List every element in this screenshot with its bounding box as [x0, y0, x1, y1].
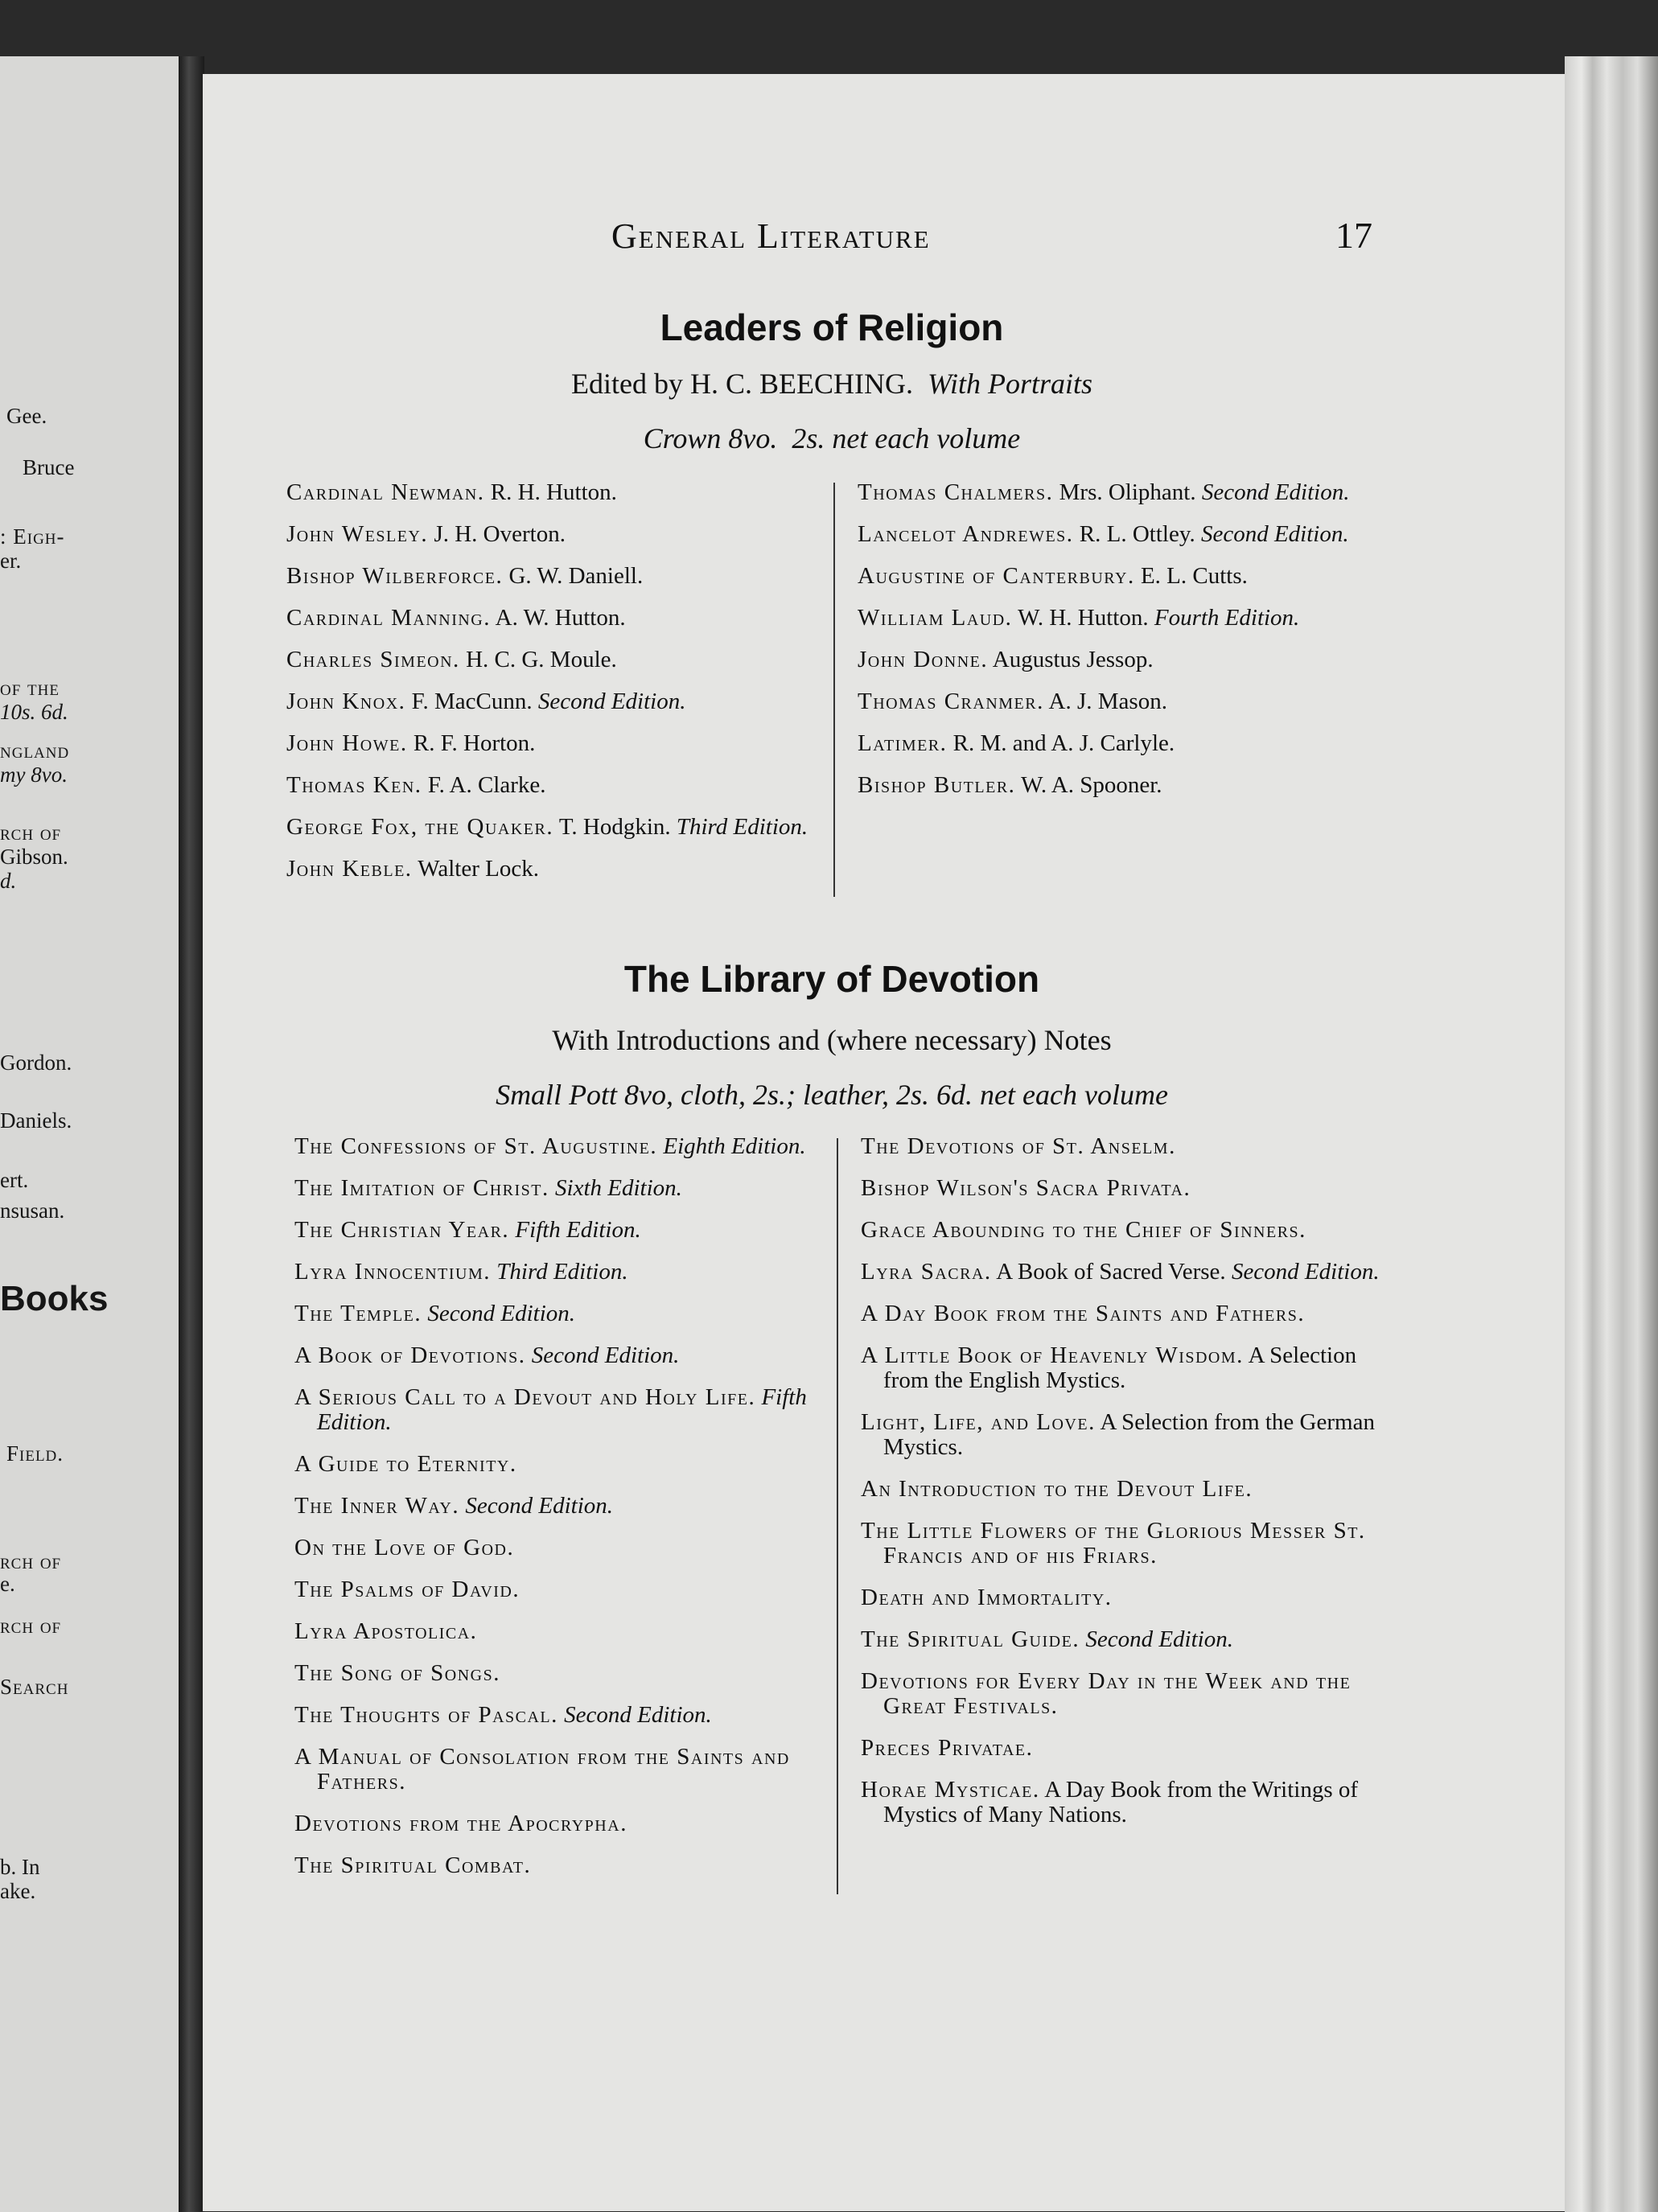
entry-edition: Second Edition.	[564, 1702, 712, 1728]
entry-title: Devotions for Every Day in the Week and the Great Festivals.	[861, 1668, 1351, 1719]
entry-title: The Christian Year.	[294, 1217, 510, 1243]
entry-edition: Fifth Edition.	[515, 1217, 641, 1243]
leader-entry	[286, 648, 817, 672]
facing-page-fragment: Bruce	[23, 455, 75, 479]
leader-entry	[858, 731, 1380, 756]
entry-author: R. F. Horton.	[413, 730, 536, 756]
devotion-entry	[861, 1519, 1388, 1569]
leaders-left-column	[286, 480, 817, 898]
column-divider	[837, 1138, 838, 1894]
devotion-entry	[294, 1745, 817, 1795]
facing-page-fragment: rch of	[0, 1549, 62, 1573]
devotion-entry	[294, 1577, 817, 1602]
entry-title: Cardinal Newman.	[286, 479, 485, 505]
leaders-portraits: With Portraits	[927, 368, 1092, 400]
devotion-entry	[294, 1811, 817, 1836]
entry-title: Lyra Apostolica.	[294, 1618, 478, 1644]
devotion-entry	[294, 1703, 817, 1728]
entry-edition: Third Edition.	[676, 814, 808, 840]
entry-author: G. W. Daniell.	[508, 563, 644, 589]
devotion-entry	[861, 1669, 1388, 1719]
leader-entry	[286, 815, 817, 840]
devotion-price-leather: 2s. 6d.	[896, 1079, 973, 1111]
entry-title: A Manual of Consolation from the Saints and Fathers.	[294, 1744, 790, 1795]
devotion-entry	[861, 1134, 1388, 1159]
entry-author: Mrs. Oliphant.	[1059, 479, 1196, 505]
entry-description: A Selection from the English Mystics.	[883, 1342, 1357, 1393]
entry-title: John Knox.	[286, 689, 406, 714]
entry-title: The Song of Songs.	[294, 1660, 500, 1686]
entry-author: J. H. Overton.	[434, 521, 566, 547]
facing-page-fragment: ert.	[0, 1168, 29, 1192]
entry-author: R. H. Hutton.	[490, 479, 617, 505]
devotion-title: The Library of Devotion	[623, 958, 1040, 1000]
entry-title: The Spiritual Combat.	[294, 1852, 532, 1878]
entry-edition: Second Edition.	[1085, 1626, 1233, 1652]
entry-author: H. C. G. Moule.	[466, 647, 617, 672]
devotion-entry	[294, 1385, 817, 1435]
facing-page-fragment: my 8vo.	[0, 763, 68, 787]
entry-title: The Psalms of David.	[294, 1577, 520, 1602]
facing-page-fragment: er.	[0, 549, 22, 573]
entry-edition: Second Edition.	[1200, 521, 1349, 547]
entry-title: Bishop Butler.	[858, 772, 1016, 798]
facing-page-fragment: Daniels.	[0, 1108, 72, 1133]
running-head: General Literature	[611, 216, 931, 256]
devotion-entry	[861, 1627, 1388, 1652]
facing-page-fragment: Gee.	[6, 404, 47, 428]
leaders-editor: Edited by H. C. BEECHING.	[571, 368, 913, 400]
facing-page-fragment: : Eigh-	[0, 524, 65, 549]
entry-author: W. A. Spooner.	[1021, 772, 1162, 798]
facing-page-fragment: e.	[0, 1572, 15, 1596]
book-gutter	[179, 56, 204, 2212]
entry-edition: Second Edition.	[531, 1342, 680, 1368]
entry-title: The Devotions of St. Anselm.	[861, 1133, 1176, 1159]
facing-page	[0, 56, 181, 2212]
facing-page-fragment: rch of	[0, 1614, 62, 1638]
entry-title: On the Love of God.	[294, 1535, 515, 1560]
entry-title: A Serious Call to a Devout and Holy Life.	[294, 1384, 756, 1410]
entry-author: Walter Lock.	[418, 856, 539, 882]
entry-title: Preces Privatae.	[861, 1735, 1034, 1761]
devotion-entry	[294, 1619, 817, 1644]
entry-title: John Keble.	[286, 856, 413, 882]
devotion-entry	[294, 1301, 817, 1326]
devotion-subtitle: With Introductions and (where necessary) Notes	[552, 1024, 1112, 1056]
facing-page-fragment: Gibson.	[0, 845, 68, 869]
devotion-right-column	[861, 1134, 1388, 1844]
entry-edition: Sixth Edition.	[555, 1175, 682, 1201]
entry-title: John Donne.	[858, 647, 989, 672]
entry-description: A Day Book from the Writings of Mystics of Many Nations.	[883, 1777, 1359, 1828]
column-divider	[833, 483, 835, 897]
devotion-entry	[294, 1134, 817, 1159]
entry-author: Augustus Jessop.	[992, 647, 1154, 672]
devotion-price-note: net each volume	[980, 1079, 1168, 1111]
entry-title: A Day Book from the Saints and Fathers.	[861, 1301, 1306, 1326]
facing-page-fragment: rch of	[0, 820, 62, 845]
devotion-entry	[861, 1585, 1388, 1610]
devotion-entry	[861, 1477, 1388, 1502]
entry-author: A. W. Hutton.	[495, 605, 626, 631]
entry-title: Thomas Chalmers.	[858, 479, 1054, 505]
devotion-price-cloth: 2s.;	[753, 1079, 796, 1111]
entry-title: Lyra Innocentium.	[294, 1259, 492, 1285]
entry-title: Thomas Cranmer.	[858, 689, 1044, 714]
leader-entry	[286, 606, 817, 631]
entry-title: The Thoughts of Pascal.	[294, 1702, 558, 1728]
leader-entry	[286, 857, 817, 882]
devotion-entry	[861, 1301, 1388, 1326]
leaders-title: Leaders of Religion	[660, 306, 1004, 348]
facing-page-fragment: 10s. 6d.	[0, 700, 68, 724]
devotion-entry	[861, 1218, 1388, 1243]
leaders-format-line	[269, 421, 1395, 455]
entry-title: Bishop Wilson's Sacra Privata.	[861, 1175, 1191, 1201]
leaders-editor-line	[269, 367, 1395, 401]
devotion-entry	[294, 1536, 817, 1560]
leaders-price-note: net each volume	[832, 422, 1021, 454]
leader-entry	[286, 564, 817, 589]
entry-author: W. H. Hutton.	[1018, 605, 1149, 631]
entry-author: E. L. Cutts.	[1140, 563, 1248, 589]
entry-edition: Fifth Edition.	[317, 1384, 807, 1435]
facing-page-fragment: Field.	[6, 1441, 64, 1466]
devotion-format-line	[269, 1078, 1395, 1112]
devotion-entry	[861, 1410, 1388, 1460]
entry-title: Thomas Ken.	[286, 772, 422, 798]
devotion-entry	[861, 1778, 1388, 1828]
entry-edition: Fourth Edition.	[1154, 605, 1300, 631]
leaders-price: 2s.	[792, 422, 825, 454]
entry-description: A Book of Sacred Verse.	[996, 1259, 1226, 1285]
entry-title: Horae Mysticae.	[861, 1777, 1040, 1803]
leader-entry	[286, 773, 817, 798]
devotion-entry	[294, 1853, 817, 1878]
leader-entry	[858, 689, 1380, 714]
entry-title: John Wesley.	[286, 521, 429, 547]
devotion-left-column	[294, 1134, 817, 1895]
entry-title: Devotions from the Apocrypha.	[294, 1811, 627, 1836]
devotion-entry	[861, 1176, 1388, 1201]
devotion-entry	[294, 1661, 817, 1686]
entry-title: The Little Flowers of the Glorious Messer St. Francis and of his Friars.	[861, 1518, 1366, 1569]
facing-page-fragment: Books	[0, 1279, 109, 1318]
leader-entry	[858, 522, 1380, 547]
entry-title: George Fox, the Quaker.	[286, 814, 554, 840]
leader-entry	[858, 480, 1380, 505]
entry-title: Augustine of Canterbury.	[858, 563, 1135, 589]
devotion-entry	[294, 1176, 817, 1201]
leader-entry	[286, 522, 817, 547]
entry-title: The Spiritual Guide.	[861, 1626, 1080, 1652]
facing-page-fragment: Gordon.	[0, 1050, 72, 1075]
devotion-format: Small Pott 8vo, cloth,	[496, 1079, 747, 1111]
devotion-entry	[861, 1343, 1388, 1393]
entry-author: R. M. and A. J. Carlyle.	[952, 730, 1175, 756]
facing-page-fragment: ake.	[0, 1879, 36, 1903]
leaders-right-column	[858, 480, 1380, 815]
entry-title: Grace Abounding to the Chief of Sinners.	[861, 1217, 1306, 1243]
entry-author: A. J. Mason.	[1048, 689, 1167, 714]
entry-title: The Temple.	[294, 1301, 422, 1326]
leader-entry	[858, 773, 1380, 798]
devotion-entry	[861, 1260, 1388, 1285]
leader-entry	[858, 648, 1380, 672]
leader-entry	[858, 564, 1380, 589]
entry-title: The Inner Way.	[294, 1493, 460, 1519]
entry-title: Latimer.	[858, 730, 948, 756]
entry-title: An Introduction to the Devout Life.	[861, 1476, 1253, 1502]
entry-title: William Laud.	[858, 605, 1013, 631]
facing-page-fragment: nsusan.	[0, 1199, 65, 1223]
entry-title: Lyra Sacra.	[861, 1259, 992, 1285]
facing-page-fragment: of the	[0, 676, 60, 700]
entry-edition: Second Edition.	[1201, 479, 1350, 505]
entry-title: A Guide to Eternity.	[294, 1451, 517, 1477]
entry-edition: Second Edition.	[427, 1301, 576, 1326]
entry-title: The Imitation of Christ.	[294, 1175, 549, 1201]
entry-author: T. Hodgkin.	[558, 814, 671, 840]
leader-entry	[286, 731, 817, 756]
entry-edition: Second Edition.	[537, 689, 686, 714]
page-edges	[1565, 56, 1658, 2212]
entry-title: Cardinal Manning.	[286, 605, 491, 631]
leaders-format: Crown 8vo.	[643, 422, 778, 454]
entry-edition: Eighth Edition.	[663, 1133, 806, 1159]
entry-edition: Third Edition.	[496, 1259, 628, 1285]
entry-edition: Second Edition.	[465, 1493, 614, 1519]
entry-title: Death and Immortality.	[861, 1585, 1113, 1610]
devotion-leather: leather,	[803, 1079, 890, 1111]
entry-author: F. A. Clarke.	[427, 772, 546, 798]
entry-description: A Selection from the German Mystics.	[883, 1409, 1375, 1460]
entry-title: John Howe.	[286, 730, 408, 756]
devotion-entry	[294, 1260, 817, 1285]
leader-entry	[286, 480, 817, 505]
page-number: 17	[1335, 215, 1372, 256]
devotion-entry	[294, 1343, 817, 1368]
facing-page-fragment: b. In	[0, 1855, 40, 1879]
entry-title: Light, Life, and Love.	[861, 1409, 1096, 1435]
entry-author: F. MacCunn.	[411, 689, 533, 714]
facing-page-fragment: d.	[0, 869, 17, 893]
entry-title: Lancelot Andrewes.	[858, 521, 1074, 547]
devotion-entry	[294, 1218, 817, 1243]
facing-page-fragment: Search	[0, 1675, 69, 1699]
entry-title: A Book of Devotions.	[294, 1342, 526, 1368]
devotion-entry	[294, 1452, 817, 1477]
entry-title: Bishop Wilberforce.	[286, 563, 504, 589]
entry-author: R. L. Ottley.	[1079, 521, 1195, 547]
devotion-entry	[861, 1736, 1388, 1761]
entry-edition: Second Edition.	[1231, 1259, 1380, 1285]
leader-entry	[286, 689, 817, 714]
devotion-entry	[294, 1494, 817, 1519]
facing-page-fragment: ngland	[0, 738, 70, 763]
entry-title: The Confessions of St. Augustine.	[294, 1133, 658, 1159]
entry-title: Charles Simeon.	[286, 647, 460, 672]
entry-title: A Little Book of Heavenly Wisdom.	[861, 1342, 1244, 1368]
leader-entry	[858, 606, 1380, 631]
